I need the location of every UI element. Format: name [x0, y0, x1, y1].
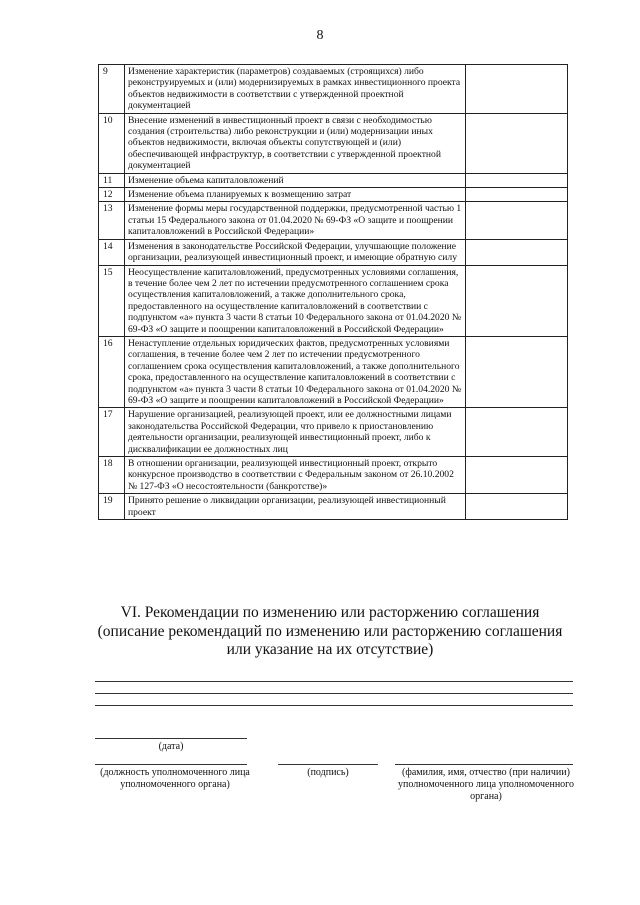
recommendation-line-1	[95, 681, 573, 682]
row-description: Изменение характеристик (параметров) создаваемых (строящихся) либо реконструируемых и (или) модернизируемых в рамках инвестиционного проекта объектов недвижимости в соответствии с утвержденной проектной документацией	[125, 65, 466, 114]
table-row	[99, 65, 568, 114]
row-description: В отношении организации, реализующей инвестиционный проект, открыто конкурсное производство в соответствии с Федеральным законом от 26.10.2002 № 127-ФЗ «О несостоятельности (банкротстве)»	[125, 457, 466, 494]
row-number: 16	[99, 336, 125, 407]
table-row	[99, 113, 568, 173]
row-number: 13	[99, 202, 125, 239]
table-row	[99, 336, 568, 407]
row-description: Изменение объема планируемых к возмещению затрат	[125, 188, 466, 202]
table-row	[99, 202, 568, 239]
section-title: VI. Рекомендации по изменению или расторжению соглашения	[120, 604, 540, 621]
row-number: 9	[99, 65, 125, 114]
row-mark-cell	[466, 408, 568, 457]
date-line	[95, 738, 247, 739]
table-row	[99, 494, 568, 520]
row-description: Изменения в законодательстве Российской Федерации, улучшающие положение организации, реализующей инвестиционный проект, и имеющие обратную силу	[125, 239, 466, 265]
date-caption: (дата)	[158, 741, 184, 752]
full-name-line	[395, 764, 573, 765]
row-description: Изменение объема капиталовложений	[125, 173, 466, 187]
table-row	[99, 188, 568, 202]
row-mark-cell	[466, 265, 568, 336]
recommendation-line-3	[95, 705, 573, 706]
table-row	[99, 173, 568, 187]
row-number: 15	[99, 265, 125, 336]
row-mark-cell	[466, 336, 568, 407]
table-row	[99, 457, 568, 494]
row-number: 12	[99, 188, 125, 202]
signature-caption: (подпись)	[307, 767, 349, 778]
table-row	[99, 408, 568, 457]
row-description: Принято решение о ликвидации организации, реализующей инвестиционный проект	[125, 494, 466, 520]
row-description: Изменение формы меры государственной поддержки, предусмотренной частью 1 статьи 15 Федерального закона от 01.04.2020 № 69-ФЗ «О защите и поощрении капиталовложений в Российской Федерации»	[125, 202, 466, 239]
row-mark-cell	[466, 457, 568, 494]
signature-line	[278, 764, 378, 765]
section-subtitle: (описание рекомендаций по изменению или расторжению соглашения или указание на их отсутствие)	[97, 622, 563, 658]
row-mark-cell	[466, 239, 568, 265]
row-description: Неосуществление капиталовложений, предусмотренных условиями соглашения, в течение более чем 2 лет по истечении предусмотренного соглашением срока осуществления капиталовложений, а также дополнительного срока, предоставленного на осуществление капиталовложений в соответствии с подпунктом «а» пункта 3 части 8 статьи 10 Федерального закона от 01.04.2020 № 69-ФЗ «О защите и поощрении капиталовложений в Российской Федерации»	[125, 265, 466, 336]
row-number: 14	[99, 239, 125, 265]
row-mark-cell	[466, 494, 568, 520]
recommendation-line-2	[95, 693, 573, 694]
row-mark-cell	[466, 202, 568, 239]
row-number: 19	[99, 494, 125, 520]
row-description: Нарушение организацией, реализующей проект, или ее должностными лицами законодательства Российской Федерации, что привело к приостановлению деятельности организации, реализующей инвестиционный проект, либо к дисквалификации ее должностных лиц	[125, 408, 466, 457]
full-name-caption: (фамилия, имя, отчество (при наличии) уполномоченного лица уполномоченного органа)	[397, 767, 575, 802]
row-mark-cell	[466, 113, 568, 173]
row-mark-cell	[466, 188, 568, 202]
row-number: 17	[99, 408, 125, 457]
row-mark-cell	[466, 173, 568, 187]
page-number: 8	[316, 28, 324, 43]
table-row	[99, 239, 568, 265]
row-number: 11	[99, 173, 125, 187]
row-description: Внесение изменений в инвестиционный проект в связи с необходимостью создания (строительства) либо реконструкции и (или) модернизации иных объектов недвижимости, включая объекты сопутствующей и (или) обеспечивающей инфраструктур, в соответствии с утвержденной проектной документацией	[125, 113, 466, 173]
row-number: 10	[99, 113, 125, 173]
position-caption: (должность уполномоченного лица уполномоченного органа)	[100, 767, 250, 790]
row-number: 18	[99, 457, 125, 494]
criteria-table	[98, 64, 568, 520]
position-line	[95, 764, 247, 765]
table-row	[99, 265, 568, 336]
row-description: Ненаступление отдельных юридических фактов, предусмотренных условиями соглашения, в течение более чем 2 лет по истечении предусмотренного соглашением срока осуществления капиталовложений, а также дополнительного срока, предоставленного на осуществление капиталовложений в соответствии с подпунктом «а» пункта 3 части 8 статьи 10 Федерального закона от 01.04.2020 № 69-ФЗ «О защите и поощрении капиталовложений в Российской Федерации»	[125, 336, 466, 407]
row-mark-cell	[466, 65, 568, 114]
section-heading	[90, 604, 570, 660]
